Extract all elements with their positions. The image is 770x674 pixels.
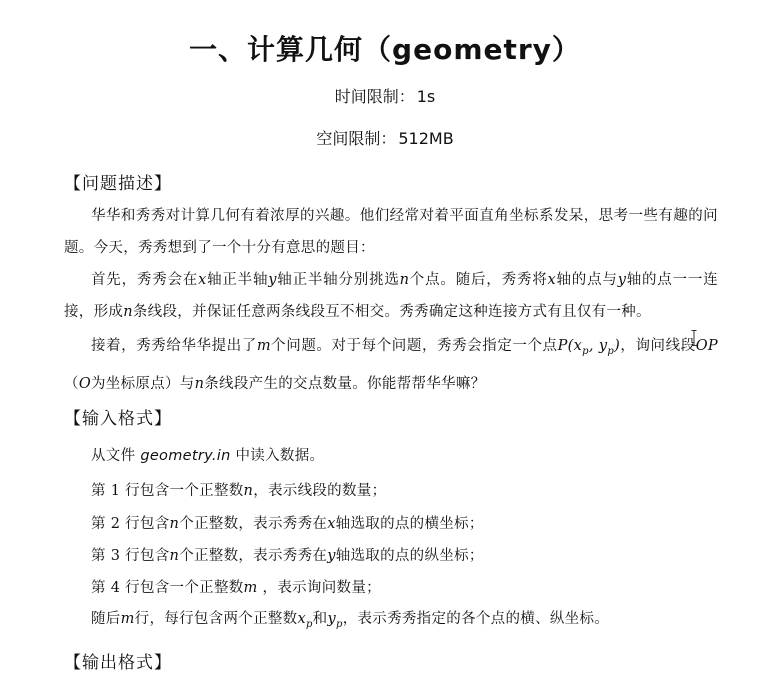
space-limit [0,126,770,149]
input-file-name: geometry.in [140,448,231,464]
text-run: 行，每行包含两个正整数 [134,611,298,627]
text-run: ，询问线段 [620,338,696,354]
math-x: x [327,516,336,532]
math-m: m [256,338,271,354]
math-n: n [399,272,410,288]
time-limit-value: 1s [416,87,436,106]
text-run: 中读入数据。 [230,448,325,464]
text-run: 轴选取的点的纵坐标； [335,548,484,564]
math-n: n [169,548,180,564]
math-yp [327,611,343,630]
math-y: y [268,272,277,288]
text-run: 条线段产生的交点数量。你能帮帮华华嘛？ [204,375,486,392]
text-run: ，表示秀秀指定的各个点的横、纵坐标。 [342,611,610,627]
math-y: y [617,272,627,288]
text-run: 为坐标原点）与 [91,375,195,392]
input-line-1 [91,444,324,465]
text-run: 条线段，并保证任意两条线段互不相交。秀秀确定这种连接方式有且仅有一种。 [132,304,651,320]
text-cursor-icon [691,330,697,346]
text-run: 和 [312,611,328,627]
math-subscript: p [607,345,615,357]
math-xp [297,611,313,630]
math-n: n [169,516,180,532]
time-limit-label: 时间限制： [334,87,415,106]
math-subscript: p [335,618,343,630]
math-text: y [327,611,336,627]
section-heading-input: 【输入格式】 [64,409,172,429]
math-m: m [243,580,258,596]
text-run: 轴选取的点的横坐标； [335,516,484,532]
math-point-p [557,338,621,357]
text-run: 轴的点一一连接，形成 [64,272,718,320]
space-limit-value: 512MB [398,129,454,148]
text-run: 轴的点与 [556,272,618,288]
math-text: P(x [557,338,583,354]
math-subscript: p [582,345,589,357]
text-run: 随后 [91,611,121,627]
time-limit [0,84,770,107]
text-run: 个正整数，表示秀秀在 [179,516,328,532]
text-run: ，表示询问数量； [257,580,381,596]
math-op: OP [695,338,718,354]
math-o: O [78,375,91,392]
math-m: m [120,611,135,627]
input-line-3 [91,512,484,533]
math-x: x [547,272,556,288]
math-n: n [243,483,254,499]
input-line-6 [91,607,609,630]
section-heading-description: 【问题描述】 [64,174,172,194]
text-run: 个点。随后，秀秀将 [409,272,548,288]
input-line-5 [91,576,381,597]
math-n: n [194,375,205,392]
math-text: x [297,611,306,627]
text-run: 第 2 行包含 [91,516,170,532]
text-run: 第 4 行包含一个正整数 [91,580,244,596]
text-run: 第 3 行包含 [91,548,170,564]
text-run: 轴正半轴 [206,272,269,288]
text-run: ，表示线段的数量； [253,483,387,499]
text-run: 轴正半轴分别挑选 [276,272,400,288]
text-run: 个正整数，表示秀秀在 [179,548,328,564]
input-line-4 [91,544,484,565]
description-paragraph-2 [64,264,718,328]
math-text: , y [588,338,608,354]
text-run: 从文件 [91,448,141,464]
math-text: ) [614,338,621,354]
input-line-2 [91,479,386,500]
text-run: 个问题。对于每个问题，秀秀会指定一个点 [270,338,558,354]
text-run: 接着，秀秀给华华提出了 [91,338,257,354]
math-x: x [198,272,207,288]
math-subscript: p [305,618,313,630]
text-run: （ [64,375,79,392]
section-heading-output: 【输出格式】 [64,653,172,673]
math-n: n [123,304,133,320]
text-run: 首先，秀秀会在 [91,272,199,288]
space-limit-label: 空间限制： [316,129,397,148]
math-y: y [327,548,336,564]
description-paragraph-1: 华华和秀秀对计算几何有着浓厚的兴趣。他们经常对着平面直角坐标系发呆，思考一些有趣的问题。今天，秀秀想到了一个十分有意思的题目： [64,208,718,256]
problem-title: 一、计算几何（geometry） [189,33,581,66]
description-paragraph-3 [64,330,718,400]
text-run: 第 1 行包含一个正整数 [91,483,244,499]
